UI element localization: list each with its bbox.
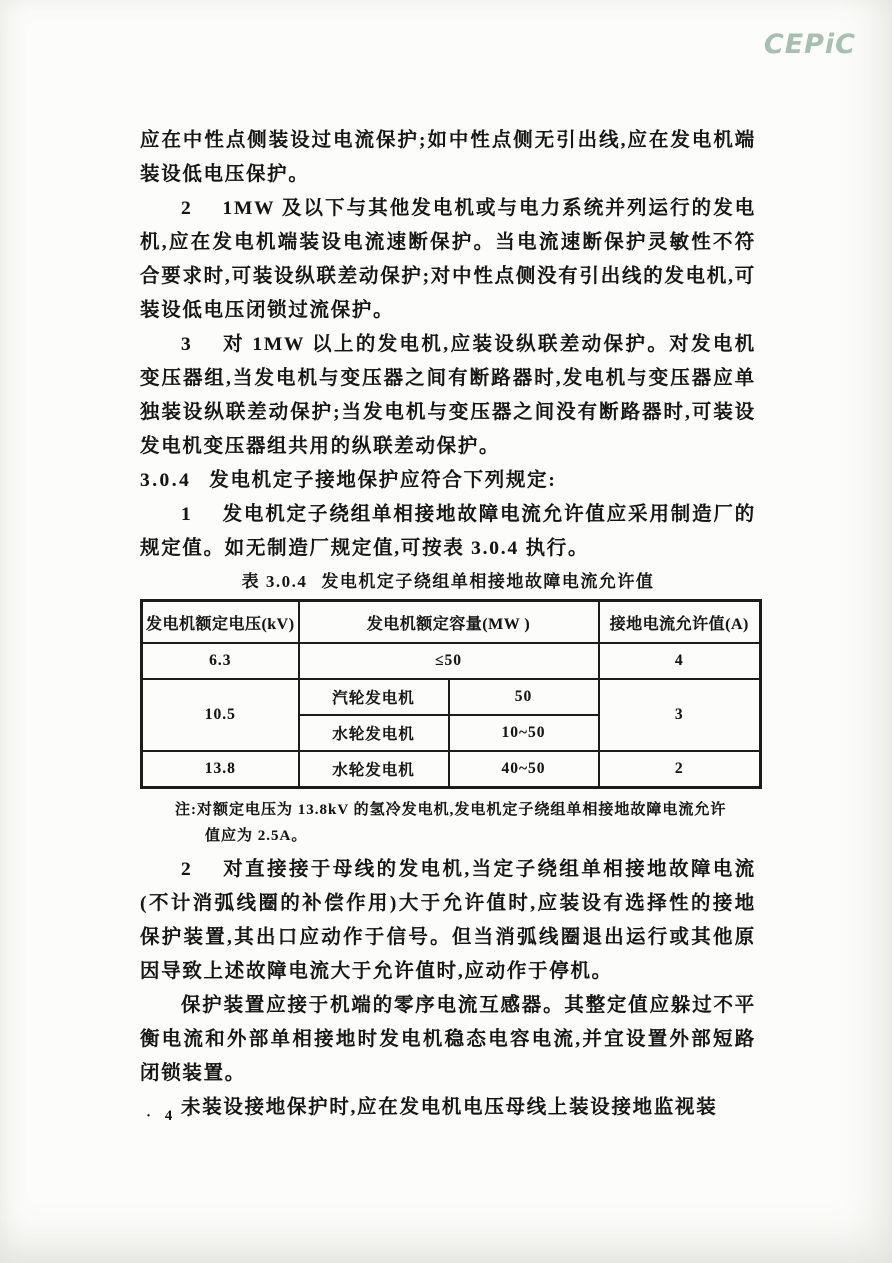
cell-current: 3 [599, 679, 761, 751]
note-line-2: 值应为 2.5A。 [205, 828, 308, 844]
page-number: · 4 · [146, 1108, 196, 1124]
table-caption-title: 发电机定子绕组单相接地故障电流允许值 [321, 572, 655, 591]
cepic-logo: CEPiC [763, 29, 856, 60]
table-row [142, 643, 761, 679]
table-note [175, 797, 756, 849]
cell-current: 4 [599, 643, 761, 679]
table-row [142, 679, 761, 715]
cell-generator-type: 汽轮发电机 [299, 679, 449, 715]
cell-generator-type: 水轮发电机 [299, 715, 449, 751]
numbered-item-2b [140, 853, 756, 989]
cell-generator-type: 水轮发电机 [299, 751, 449, 788]
item-number: 2 [181, 859, 193, 880]
item-text: 1MW 及以下与其他发电机或与电力系统并列运行的发电机,应在发电机端装设电流速断保护。当电流速断保护灵敏性不符合要求时,可装设纵联差动保护;对中性点侧没有引出线的发电机,可装设低电压闭锁过流保护。 [140, 198, 756, 321]
table-caption [140, 569, 756, 595]
cell-capacity: 40~50 [449, 751, 599, 788]
note-line-1: 对额定电压为 13.8kV 的氢冷发电机,发电机定子绕组单相接地故障电流允许 [197, 802, 727, 818]
cell-voltage: 13.8 [142, 751, 299, 788]
item-text: 发电机定子绕组单相接地故障电流允许值应采用制造厂的规定值。如无制造厂规定值,可按表 3.0.4 执行。 [140, 504, 756, 559]
clause-text: 发电机定子接地保护应符合下列规定: [209, 470, 557, 491]
item-number: 1 [181, 504, 193, 525]
numbered-item-1 [140, 498, 756, 566]
item-text: 对 1MW 以上的发电机,应装设纵联差动保护。对发电机变压器组,当发电机与变压器之间有断路器时,发电机与变压器应单独装设纵联差动保护;当发电机与变压器之间没有断路器时,可装设发电机变压器组共用的纵联差动保护。 [140, 334, 756, 457]
numbered-item-3 [140, 328, 756, 464]
table-caption-number: 表 3.0.4 [241, 572, 308, 591]
cell-capacity: ≤50 [299, 643, 599, 679]
cell-capacity: 10~50 [449, 715, 599, 751]
cell-voltage: 10.5 [142, 679, 299, 751]
header-rated-capacity: 发电机额定容量(MW ) [299, 601, 599, 644]
cell-capacity: 50 [449, 679, 599, 715]
table-row [142, 751, 761, 788]
cell-voltage: 6.3 [142, 643, 299, 679]
item-text: 对直接接于母线的发电机,当定子绕组单相接地故障电流(不计消弧线圈的补偿作用)大于允许值时,应装设有选择性的接地保护装置,其出口应动作于信号。但当消弧线圈退出运行或其他原因导致上述故障电流大于允许值时,应动作于停机。 [140, 859, 756, 982]
numbered-item-2 [140, 192, 756, 328]
paragraph-protection-device: 保护装置应接于机端的零序电流互感器。其整定值应躲过不平衡电流和外部单相接地时发电机稳态电容电流,并宜设置外部短路闭锁装置。 [140, 995, 756, 1084]
table-3-0-4 [140, 599, 762, 789]
page-body [140, 124, 756, 1125]
item-number: 2 [181, 198, 193, 219]
header-allowed-current: 接地电流允许值(A) [599, 601, 761, 644]
paragraph-continuation: 应在中性点侧装设过电流保护;如中性点侧无引出线,应在发电机端装设低电压保护。 [140, 130, 756, 185]
table-header-row [142, 601, 761, 644]
cell-current: 2 [599, 751, 761, 788]
header-rated-voltage: 发电机额定电压(kV) [142, 601, 299, 644]
note-label: 注: [175, 802, 197, 818]
item-number: 3 [181, 334, 193, 355]
clause-3-0-4 [140, 464, 756, 498]
paragraph-unset-protection: 未装设接地保护时,应在发电机电压母线上装设接地监视装 [181, 1097, 718, 1118]
clause-number: 3.0.4 [140, 470, 192, 491]
